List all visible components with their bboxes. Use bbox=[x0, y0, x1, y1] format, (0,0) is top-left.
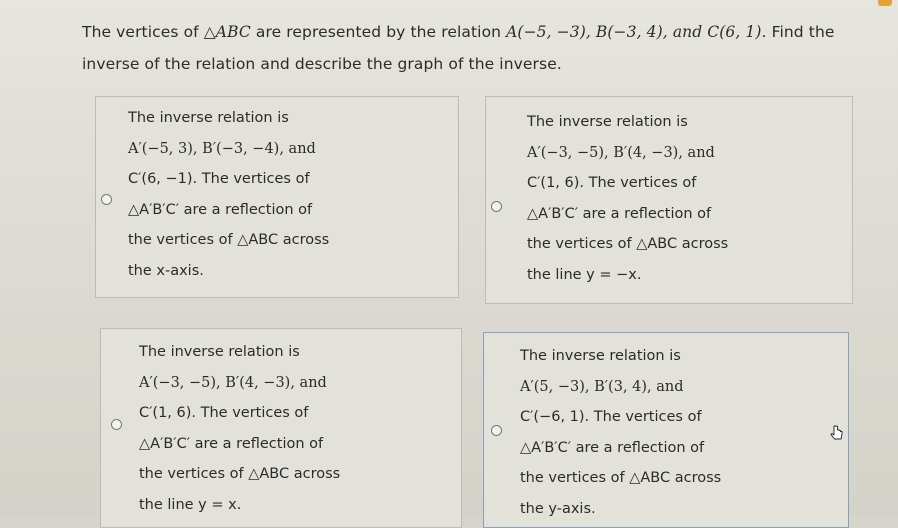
answer-choice-4[interactable] bbox=[483, 332, 849, 528]
choice-3-line-1: The inverse relation is bbox=[139, 344, 300, 360]
answer-choice-2[interactable] bbox=[485, 96, 853, 304]
choice-3-line-2: A′(−3, −5), B′(4, −3), and bbox=[139, 374, 327, 391]
choice-1-line-6: the x-axis. bbox=[128, 262, 204, 279]
choice-4-line-5: the vertices of △ABC across bbox=[520, 470, 722, 486]
choice-3-line-4: △A′B′C′ are a reflection of bbox=[139, 435, 324, 452]
choice-4-line-1: The inverse relation is bbox=[520, 348, 681, 364]
choice-1-line-3: C′(6, −1). The vertices of bbox=[128, 171, 310, 187]
choice-3-line-5: the vertices of △ABC across bbox=[139, 466, 341, 482]
choice-1-line-4: △A′B′C′ are a reflection of bbox=[128, 201, 313, 218]
question-line-2: inverse of the relation and describe the graph of the inverse. bbox=[82, 55, 562, 73]
choice-2-line-6: the line y = −x. bbox=[527, 266, 642, 283]
question-line-1: The vertices of △ABC are represented by the relation A(−5, −3), B(−3, 4), and C(6, 1). Find the bbox=[82, 23, 835, 41]
choice-1-line-2: A′(−5, 3), B′(−3, −4), and bbox=[128, 140, 316, 157]
question-text bbox=[82, 16, 882, 80]
choice-2-line-1: The inverse relation is bbox=[527, 114, 688, 130]
answer-choice-1[interactable] bbox=[95, 96, 459, 298]
answer-choice-3[interactable] bbox=[100, 328, 462, 528]
relation-points: A(−5, −3), B(−3, 4), and C(6, 1) bbox=[506, 23, 762, 41]
choice-2-line-3: C′(1, 6). The vertices of bbox=[527, 175, 697, 191]
radio-button-icon[interactable] bbox=[101, 194, 112, 205]
choice-2-line-5: the vertices of △ABC across bbox=[527, 236, 729, 252]
choice-1-line-5: the vertices of △ABC across bbox=[128, 232, 330, 248]
radio-button-icon[interactable] bbox=[491, 201, 502, 212]
choice-4-line-2: A′(5, −3), B′(3, 4), and bbox=[520, 378, 684, 395]
choice-4-line-6: the y-axis. bbox=[520, 500, 596, 517]
choice-1-line-1: The inverse relation is bbox=[128, 110, 289, 126]
choice-2-line-4: △A′B′C′ are a reflection of bbox=[527, 205, 712, 222]
choice-3-line-6: the line y = x. bbox=[139, 496, 242, 513]
radio-button-icon[interactable] bbox=[111, 419, 122, 430]
choice-3-line-3: C′(1, 6). The vertices of bbox=[139, 405, 309, 421]
choice-4-line-3: C′(−6, 1). The vertices of bbox=[520, 409, 702, 425]
corner-badge bbox=[878, 0, 892, 6]
choice-4-line-4: △A′B′C′ are a reflection of bbox=[520, 439, 705, 456]
radio-button-icon[interactable] bbox=[491, 425, 502, 436]
choice-2-line-2: A′(−3, −5), B′(4, −3), and bbox=[527, 144, 715, 161]
pointer-cursor-icon bbox=[830, 425, 844, 441]
